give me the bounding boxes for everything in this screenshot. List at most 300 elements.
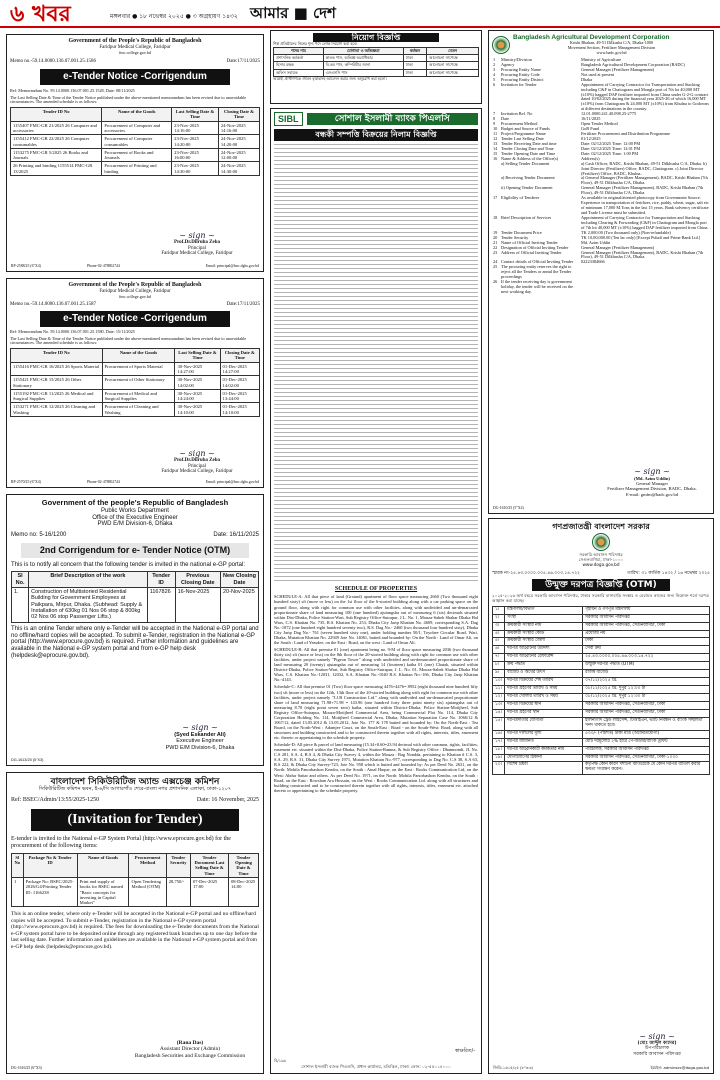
cell: 1. bbox=[12, 588, 29, 623]
item-label: Tender Security bbox=[501, 234, 529, 240]
col-header: Sl No. bbox=[12, 572, 29, 588]
item-label: Tender Document Price bbox=[501, 229, 542, 235]
item-number: 22 bbox=[493, 244, 498, 250]
ministry-address: সেগুনবাগিচা, ঢাকা-১০০০ bbox=[578, 557, 624, 563]
cell: 1155416 FMC-GR 16/2025 26 Sports Material bbox=[11, 362, 103, 376]
ad-code: বি/১৯৬ bbox=[274, 1057, 286, 1063]
doga-item-row bbox=[493, 746, 710, 754]
item-number: 14 bbox=[493, 145, 498, 151]
item-label: Tender Last Selling Date bbox=[501, 135, 544, 141]
ad-code: DG-1613/25 (5"X3) bbox=[11, 757, 44, 762]
tender-table bbox=[10, 107, 260, 176]
item-number: 16 bbox=[493, 155, 498, 161]
item-number: ৮। bbox=[493, 662, 505, 670]
signature-block bbox=[597, 467, 707, 497]
badc-tender-notice bbox=[488, 30, 714, 514]
item-number: 24 bbox=[493, 259, 498, 265]
cell: 1153275 FMC-GR 5/2025 26 Books and Journals bbox=[11, 148, 102, 162]
item-number: ১৭। bbox=[493, 738, 505, 746]
col-header: Tender ID bbox=[147, 572, 175, 588]
signer-role: Assistant Director (Admin) bbox=[159, 1046, 221, 1053]
signer-note: স্বাক্ষরিত/- bbox=[455, 1048, 475, 1055]
doga-item-row bbox=[493, 686, 710, 694]
badc-items-table bbox=[492, 58, 710, 295]
item-number: 2 bbox=[493, 61, 496, 67]
cell: আলোচনা সাপেক্ষে bbox=[426, 69, 478, 76]
item-number: ১১। bbox=[493, 686, 505, 694]
ref-date: Date: 16 November, 2025 bbox=[196, 797, 259, 804]
cell: আলোচনা সাপেক্ষে bbox=[426, 62, 478, 69]
badc-item-row bbox=[492, 280, 710, 295]
item-number: 4 bbox=[493, 71, 496, 77]
item-label: Procuring Entity Code bbox=[501, 71, 540, 77]
item-value: প্রযোজ্য নয় bbox=[583, 630, 710, 638]
item-number: 20 bbox=[493, 234, 498, 240]
table-row bbox=[11, 148, 260, 162]
item-number: 3 bbox=[493, 66, 496, 72]
col-header: Last Selling Date & Time bbox=[172, 108, 219, 122]
item-value: As available in original/attested photocopy from Government Source. Experience in transportation of fertilizer, rice, paddy, wheat, sugar, salt etc of minimum 17,000 M.Tons in the last 15 years. Bank solvency certificate and Trade License must be submitted. bbox=[581, 195, 709, 216]
cell: 1155421 FMC-GR 15/2025 26 Other Stationary bbox=[11, 376, 103, 390]
item-value: কর্তৃপক্ষ কোন কারণ দর্শানো ব্যতিরেকে যে কোন দরপত্র বাতিল করার ক্ষমতা সংরক্ষণ করেন। bbox=[583, 762, 710, 775]
doga-item-row bbox=[493, 709, 710, 717]
cell: 23-Nov-2025 16:00:00 bbox=[172, 148, 219, 162]
item-label: দরপত্র আহ্বানের রেফারেন্স bbox=[505, 654, 583, 662]
item-value: Open Tender Method bbox=[581, 121, 618, 127]
item-number: 6 bbox=[493, 81, 496, 87]
ad-code: RP-2588/25 (6"X4) bbox=[11, 263, 41, 268]
cell: 1 bbox=[12, 877, 24, 906]
intro-text: ২০২৫-২০২৬ অর্থ বছরে সরকারি আবাসন পরিদপ্তর, ঢাকার সরকারি বাসাবাড়ি সংস্কার ও মেরামত কাজের জন্য নিম্নোক্ত শর্তে দরপত্র আহ্বান করা যাচ্ছে। bbox=[492, 593, 710, 603]
item-value: সরকারি আবাসন পরিদপ্তর, সেগুনবাগিচা, ঢাকা bbox=[583, 709, 710, 717]
table-row bbox=[11, 389, 260, 403]
cell: বি.কম পাস, কম্পিউটার জানা bbox=[323, 62, 403, 69]
cell: Procurement of Books and Journals bbox=[102, 148, 172, 162]
table-row bbox=[274, 62, 479, 69]
cell: 1155192 FMC-GR 11/2025 26 Medical and Surgical Supplies bbox=[11, 389, 103, 403]
org-name: Faridpur Medical College, Faridpur bbox=[99, 44, 171, 50]
job-notice-title: নিয়োগ বিজ্ঞপ্তি bbox=[313, 33, 439, 42]
job-table bbox=[273, 47, 479, 77]
website: fmc.college.gov.bd bbox=[119, 49, 151, 55]
item-label: মন্ত্রণালয়/বিভাগ bbox=[505, 606, 583, 614]
item-label: দরপত্রদাতার যোগ্যতা bbox=[505, 717, 583, 730]
date-line: মঙ্গলবার ● ১৮ নভেম্বর ২০২৫ ● ৩ অগ্রহায়ণ ১৪৩২ bbox=[110, 13, 238, 20]
office-name: Office of the Executive Engineer bbox=[92, 514, 178, 521]
signer-office: Bangladesh Securities and Exchange Commission bbox=[134, 1052, 246, 1059]
item-number: 11 bbox=[493, 131, 498, 137]
bsec-invitation bbox=[6, 772, 264, 1074]
item-value: 02223384666 bbox=[581, 259, 605, 265]
doga-item-row bbox=[493, 754, 710, 762]
signer-name: (Syed Eskander Ali) bbox=[174, 732, 226, 739]
website: www.badc.gov.bd bbox=[596, 50, 627, 56]
item-number: ১৪। bbox=[493, 709, 505, 717]
signature-mark: ~ sign ~ bbox=[639, 1031, 675, 1041]
item-value: General Manager (Fertilizer Management) bbox=[581, 66, 655, 72]
signature-mark: ~ sign ~ bbox=[179, 230, 215, 240]
col-header: বেতন bbox=[426, 47, 478, 54]
pwd-table bbox=[11, 571, 259, 622]
item-number: ৩। bbox=[493, 622, 505, 630]
item-value: Bangladesh Agricultural Development Corporation (BADC) bbox=[581, 61, 685, 67]
table-row bbox=[11, 362, 260, 376]
col-header: Name of the Goods bbox=[102, 108, 172, 122]
badc-logo-icon bbox=[492, 36, 510, 54]
item-number: 8 bbox=[493, 116, 496, 122]
signer-role: General Manager bbox=[635, 481, 668, 487]
signer-name: (মোঃ আব্দুল কাদের) bbox=[637, 1041, 677, 1047]
item-label: দরপত্র জামানত bbox=[505, 738, 583, 746]
org-name: Faridpur Medical College, Faridpur bbox=[99, 288, 171, 294]
item-value: Date: 02/12/2025 Time: 12:01 PM bbox=[581, 145, 641, 151]
org-dept: Movement Section, Fertilizer Management Division bbox=[567, 45, 656, 51]
item-number: 18 bbox=[493, 214, 498, 220]
cell: 16-Nov-2025 bbox=[175, 588, 220, 623]
item-label: Address of Official Inviting Tender bbox=[501, 249, 562, 255]
item-value: সরকারি আবাসন পরিদপ্তর, সেগুনবাগিচা, ঢাকা bbox=[583, 701, 710, 709]
masthead: আমার ■ দেশ bbox=[250, 4, 336, 22]
schedule-c: Schedule-C: All that premise 01 (Two) floor space measuring 4476+4476= 8952 (eight thousand nine hundred fifty two) sft (more or less) on the 12th, 13th floor of the 20-storied building along with right for common use with other facilities, under project namely "J.J.B Construction Ltd." along with undivided and un-demarcated proportionate share of land measuring 71.98+71.98 = 143.96 (one hundred forty three point ninety six) ajutangsha out of measuring 8.70 (eight point seven zero) katha, situated within District-Dhaka, Police Station-Motijheel, Sub Registry Office-Sutrapur, Mouza-Motijheel Commercial Area, being Commercial Plot No. 114, Dhaka City Corporation Holding No. 114, Motijheel Commercial Area, Dhaka, Mutation Separation Case No. 1066/12 & 1067/12, dated 13.05.2012 & 13.05.2012, Jote No. 177 & 178 butted and bounded by: On the North-East : Tea Board, on the North-West : Adamjee Court, on the South-East : Road - on the South-West: Road, along with all structures and building constructed and to be constructed therein together with all rights, interests, titles, easement etc. thereto or appertaining to the schedule property. bbox=[274, 684, 478, 741]
item-value: পরিচালক, সরকারি আবাসন পরিদপ্তর bbox=[583, 746, 710, 754]
cell: ঢাকা bbox=[403, 69, 426, 76]
cell: 30-Nov-2025 14:02:00 bbox=[175, 376, 220, 390]
item-label: a) Receiving Tender Document bbox=[501, 175, 555, 181]
job-notice-intro: শিল্প প্রতিষ্ঠানের নিম্নের শূন্য পদে লোক নিয়োগ করা হবে। bbox=[273, 41, 358, 47]
gov-title: Government of the people's Republic of Bangladesh bbox=[41, 498, 229, 507]
page-header bbox=[0, 0, 720, 28]
item-value: GoB Fund bbox=[581, 126, 600, 132]
item-label: বিশেষ দ্রষ্টব্য bbox=[505, 762, 583, 775]
cell: 1153271 FMC-GR 12/2025 26 Cleaning and Washing bbox=[11, 403, 103, 417]
schedule-b: SCHEDULE-B: All that premise 01 (one) apartment being no. 9-M of floor space measuring 2036 (two thousand thirty six) sft (more or less) on the 8th floor of the 20-storied building along with right for common use with other facilities, under project namely "Pigeon Tower" along with undivided and un-demarcated proportionate share of land measuring 20 (twenty) ajutangsha out of measuring 14 (fourteen) katha 01 (one) Chatak, situated within District-Dhaka, Police Station-Wari, Sub Registry Office-Sutrapur, J. L. No. 01, Mouza-Sabek Shahar Dhaka Hal Wars, C.S. Khatian No.-12031, 12032, S.A. Khatian No.-1040 R.S. Khatian No.-166, Dhaka City Jarip Khatian No.-4143. bbox=[274, 647, 478, 683]
item-value: a) General Manager (Fertilizer Management), BADC, Krishi Bhaban (7th Floor), 49-51 Dilkhusha C/A, Dhaka. bbox=[581, 175, 708, 186]
item-number: 5 bbox=[493, 76, 496, 82]
item-label: দরপত্র আহ্বানের উদ্দেশ্য bbox=[505, 646, 583, 654]
doga-item-row bbox=[493, 662, 710, 670]
item-value: সরকারি আবাসন পরিদপ্তর, সেগুনবাগিচা, ঢাকা bbox=[583, 622, 710, 630]
sibl-auction-notice bbox=[270, 108, 482, 1074]
cell: Package No: BSEC/2025-2026/G4/Printing Tender ID: 1166238 bbox=[23, 877, 77, 906]
item-number: 23 bbox=[493, 249, 498, 255]
notice-title: 2nd Corrigendum for e- Tender Notice (OTM) bbox=[21, 543, 249, 557]
doga-item-row bbox=[493, 738, 710, 746]
cell: 30-Nov-2025 14:10:00 bbox=[175, 403, 220, 417]
item-label: দরপত্র গ্রহণের তারিখ ও সময় bbox=[505, 686, 583, 694]
item-label: Eligibility of Tenderer bbox=[501, 195, 540, 201]
col-header: Name of the Goods bbox=[102, 349, 175, 363]
item-label: ii) Opening Tender Document bbox=[501, 185, 553, 191]
cell: Procurement of Printing and binding bbox=[102, 162, 172, 176]
auction-body-text bbox=[274, 144, 478, 584]
item-label: ক্রয়কারী সংস্থার জেলা bbox=[505, 638, 583, 646]
item-value: ঢাকা bbox=[583, 638, 710, 646]
cell: Open Tendering Method (OTM) bbox=[129, 877, 166, 906]
item-value: Ministry of Agriculture bbox=[581, 56, 622, 62]
intro-text: The Last Selling Date & Time of the Tender Notice published under the above-mentioned memorandum has been revised due to unavoidable circumstances. The amended schedule is as follows: bbox=[10, 335, 247, 346]
gov-title: Government of the People's Republic of Bangladesh bbox=[68, 38, 202, 44]
doga-item-row bbox=[493, 701, 710, 709]
ad-code: DG-1610/25 (5"X4) bbox=[493, 505, 524, 510]
notice-title: (Invitation for Tender) bbox=[31, 809, 239, 831]
badc-item-row bbox=[492, 216, 710, 231]
item-value: হালনাগাদ ট্রেড লাইসেন্স, টিআইএন, ভ্যাট নিবন্ধন ও ব্যাংক সচ্ছলতা সনদ থাকতে হবে। bbox=[583, 717, 710, 730]
item-label: Tender Receiving Date and time bbox=[501, 140, 557, 146]
bank-footer: সোশাল ইসলামী ব্যাংক পিএলসি, প্রধান কার্যালয়, মতিঝিল, ঢাকা। ফোন: ০২-৫৫০১৪০০০ bbox=[301, 1064, 451, 1070]
memo-date: Date:17/11/2025 bbox=[226, 302, 260, 308]
col-header: পদের নাম bbox=[274, 47, 324, 54]
item-value: Appointment of Carrying Contractor for Transportation and Stacking including Clearing & Forwarding (C&F) in Chattogram and Mongla port of 7th lot 40,000 MT (±10%) bagged DAP fertilizer imported from China. bbox=[581, 214, 709, 230]
cell: Procurement of Computer consumables bbox=[102, 135, 172, 149]
cell: 01-Dec-2025 13:44:00 bbox=[220, 389, 259, 403]
signer-office: সরকারি আবাসন পরিদপ্তর bbox=[633, 1051, 681, 1057]
col-header: কর্মস্থল bbox=[403, 47, 426, 54]
item-number: 1 bbox=[493, 56, 496, 62]
signature-mark: ~ sign ~ bbox=[634, 466, 670, 476]
org-name: Bangladesh Agricultural Development Corporation bbox=[513, 34, 670, 41]
item-number bbox=[492, 176, 500, 186]
ad-code: জিডি-১৬১৫/২৫ (৮"×৩) bbox=[493, 1064, 533, 1070]
doga-item-row bbox=[493, 606, 710, 614]
item-number: ১। bbox=[493, 606, 505, 614]
item-label: Procurement Method bbox=[501, 121, 538, 127]
item-value bbox=[580, 280, 710, 295]
ministry-name: সরকারি আবাসন পরিদপ্তর bbox=[579, 552, 623, 558]
badc-item-row bbox=[492, 196, 710, 216]
item-label: ক্রয়কারী সংস্থার নাম bbox=[505, 622, 583, 630]
doga-item-row bbox=[493, 694, 710, 702]
schedule-title: SCHEDULE OF PROPERTIES bbox=[334, 585, 418, 592]
cell: 1167826 bbox=[147, 588, 175, 623]
doga-item-row bbox=[493, 622, 710, 630]
doga-item-row bbox=[493, 654, 710, 662]
item-value: রাজস্ব বাজেট bbox=[583, 670, 710, 678]
item-number: ১২। bbox=[493, 694, 505, 702]
table-row bbox=[12, 588, 259, 623]
cell: 07-Dec-2025 17:00 bbox=[190, 877, 228, 906]
item-label: Ministry/Division bbox=[501, 56, 532, 62]
memo-number: স্মারক নং-২৫.৪৩.০০০০.০০৫.৪৬.০০৩.১৪.৭২২ bbox=[492, 570, 580, 576]
bank-name: সোশাল ইসলামী ব্যাংক পিএলসি bbox=[307, 113, 478, 125]
ref-number: Ref: BSEC/Admin/13:55/2025-1250 bbox=[11, 797, 100, 804]
cell: 28,750/- bbox=[166, 877, 190, 906]
intro-text: E-tender is invited to the National e-GP System Portal (http://www.eprocure.gov.bd) for the procurement of the following items: bbox=[11, 836, 231, 849]
signer-role: Principal bbox=[187, 245, 207, 251]
item-number: ৪। bbox=[493, 630, 505, 638]
item-number bbox=[492, 162, 500, 177]
cell: স্নাতক পাস, অভিজ্ঞ অগ্রাধিকার bbox=[323, 54, 403, 61]
signature-mark: ~ sign ~ bbox=[179, 448, 215, 458]
col-header: Previous Closing Date bbox=[175, 572, 220, 588]
item-value: Date: 02/12/2025 Time: 1:00 PM bbox=[581, 150, 639, 156]
outro-text: This is an online Tender where only e-Tender will be accepted in the National e-GP portal and no offline/hard copies will be accepted. To submit e-Tender, registration in the National e-GP portal (http://www.eprocure.gov.bd) is required. Further information and guidelines are available in the National e-GP system portal and from e-GP help desk (helpdesk@eprocure.gov.bd). bbox=[11, 625, 259, 660]
table-row bbox=[11, 376, 260, 390]
cell: 1155412 FMC-GR 22/2025 26 Computer consumables bbox=[11, 135, 102, 149]
col-header: Closing Date & Time bbox=[218, 108, 259, 122]
cell: 30-Nov-2025 14:27:00 bbox=[175, 362, 220, 376]
item-label: Invitation for Tender bbox=[501, 81, 537, 87]
badc-item-row bbox=[492, 83, 710, 113]
email: ইমেইল: adminsec@doga.gov.bd bbox=[650, 1064, 709, 1070]
memo-date: Date:17/11/2025 bbox=[226, 59, 260, 65]
cell: 24-Nov-2025 14:16:00 bbox=[218, 121, 259, 135]
item-number: ১৬। bbox=[493, 730, 505, 738]
memo-number: Memo no.-59.14.0000.136.07.001.25.1586 bbox=[10, 59, 96, 65]
bank-logo: SIBL bbox=[274, 112, 303, 126]
cell: 01-Dec-2025 14:10:00 bbox=[220, 403, 259, 417]
website: fmc.college.gov.bd bbox=[119, 293, 151, 299]
item-label: Brief Description of Services bbox=[501, 214, 552, 220]
cell: 1155407 FMC-GR 21/2025 26 Computer and accessories bbox=[11, 121, 102, 135]
fmc-tender-corrigendum-2 bbox=[6, 278, 264, 488]
cell: ঢাকা bbox=[403, 54, 426, 61]
intro-text: The Last Selling Date & Time of the Tender Notice published under the above-mentioned memorandum has been revised due to unavoidable circumstances. The amended schedule is as follows: bbox=[10, 94, 247, 105]
item-value: TK 10,00,000.00 (Ten lac only) [Except Pubali and Prime Bank Ltd.] bbox=[581, 234, 701, 240]
col-header: Sl No bbox=[12, 853, 24, 877]
cell: Procurement of Medical and Surgical Supplies bbox=[102, 389, 175, 403]
cell: 30-Nov-2025 14:24:00 bbox=[175, 389, 220, 403]
signer-role: উপপরিচালক bbox=[644, 1046, 670, 1052]
item-number: 7 bbox=[493, 111, 496, 117]
cell: 08-Dec-2025 14:00 bbox=[228, 877, 258, 906]
cell: ঢাকা bbox=[403, 62, 426, 69]
col-header: Name of Goods bbox=[77, 853, 129, 877]
page-number: ৬ খবর bbox=[10, 2, 71, 27]
outro-text: This is an online tender, where only e-Tender will be accepted in the National e-GP portal and no offline/hard copies will be accepted. To submit e-Tender, registration in the National e-GP system portal (http://www.eprocure.gov.bd) is required. The fees for downloading the e-Tender documents from the National e-GP system portal have to be deposited online through any registered bank branches up to one day before the last selling date. Further information and guidelines are available in the National e-GP system portal and from e-GP help desk (helpdesk@eprocure.gov.bd). bbox=[11, 911, 259, 950]
item-value: Dhaka bbox=[581, 76, 593, 82]
item-value: ০৮/১২/২০২৫ খ্রি. দুপুর ১২:৩০ টা bbox=[583, 694, 710, 702]
signer-name: Prof.Dr.Dilruba Zeba bbox=[174, 457, 220, 463]
item-number: 26 bbox=[493, 279, 498, 285]
ad-code: RP-2570/25 (6"X4) bbox=[11, 479, 41, 484]
auction-title: বন্ধকী সম্পত্তি বিক্রয়ের নিলাম বিজ্ঞপ্তি bbox=[274, 129, 478, 140]
item-value: Appointment of Carrying Contractor for Transportation and Stacking including C&F in Chattogram and Mongla port of 7th lot 40,000 MT (±10%) bagged DAP fertilizer imported from China under G-2-G contract dated 10/02/2025 during the financial year 2025-26 of which 16,000 MT (±10%) from Chattogram & 24,000 MT (±10%) from Khulna to Godowns at different destinations in the country. bbox=[581, 81, 709, 112]
cell: 24-Nov-2025 12:00:00 bbox=[218, 148, 259, 162]
cell: আলোচনা সাপেক্ষে bbox=[426, 54, 478, 61]
item-label: Invitation Ref. No bbox=[501, 111, 533, 117]
cell: 24-Nov-2025 14:20:00 bbox=[218, 135, 259, 149]
item-label: দরপত্র বিক্রয়ের শেষ তারিখ bbox=[505, 678, 583, 686]
doga-item-row bbox=[493, 614, 710, 622]
cell: 01-Dec-2025 14:02:00 bbox=[220, 376, 259, 390]
org-name: বাংলাদেশ সিকিউরিটিজ অ্যান্ড এক্সচেঞ্জ কমিশন bbox=[50, 777, 220, 787]
signer-role: Principal bbox=[187, 463, 207, 469]
item-value: 01/12/2025 bbox=[581, 135, 601, 141]
bsec-table bbox=[11, 853, 259, 908]
signer-role: Executive Engineer bbox=[176, 738, 224, 745]
item-label: Project/Programme Name bbox=[501, 131, 546, 137]
cell: 01-Dec-2025 14:27:00 bbox=[220, 362, 259, 376]
gov-seal-icon bbox=[592, 533, 610, 551]
item-number: ৭। bbox=[493, 654, 505, 662]
badc-item-row bbox=[492, 162, 710, 177]
item-value: a) Cash Officer, BADC, Krishi Bhaban, 49-51 Dilkhusha C/A, Dhaka. b) Joint Director (Fertilizer) Office, BADC, Chattogram. c) Joint Director (Fertilizer) Office, BADC, Khulna. bbox=[581, 160, 707, 176]
job-notice bbox=[270, 30, 482, 104]
table-row bbox=[11, 403, 260, 417]
gov-title: Government of the People's Republic of Bangladesh bbox=[68, 282, 202, 288]
cell: Procurement of Computer and accessories bbox=[102, 121, 172, 135]
col-header: Brief Description of the work bbox=[29, 572, 148, 588]
item-value: General Manager (Fertilizer Management), BADC, Krishi Bhaban (7th Floor), 49-51 Dilkhusha C/A, Dhaka. bbox=[581, 249, 704, 260]
fmc-tender-corrigendum-1 bbox=[6, 34, 264, 272]
doga-item-row bbox=[493, 670, 710, 678]
item-number: ২০। bbox=[493, 762, 505, 775]
item-label: a) Selling Tender Document bbox=[501, 160, 550, 166]
table-row bbox=[12, 877, 259, 906]
item-value: TK 2,000.00 (Two thousand only) (Non-refundable) bbox=[581, 229, 671, 235]
table-row bbox=[11, 121, 260, 135]
signer-office: Faridpur Medical College, Faridpur bbox=[161, 469, 233, 475]
cell: Procurement of Cleaning and Washing bbox=[102, 403, 175, 417]
doga-item-row bbox=[493, 717, 710, 730]
table-row bbox=[274, 54, 479, 61]
col-header: New Closing Date bbox=[221, 572, 259, 588]
item-number: ১০। bbox=[493, 678, 505, 686]
item-label: ক্রয়কারী সংস্থার কোড bbox=[505, 630, 583, 638]
item-label: দরপত্র খোলার তারিখ ও সময় bbox=[505, 694, 583, 702]
signer-office: Faridpur Medical College, Faridpur bbox=[161, 251, 233, 257]
ad-code: DG-1616/25 (6"X3) bbox=[11, 1065, 42, 1070]
cell: 24-Nov-2025 14:30:00 bbox=[218, 162, 259, 176]
item-value bbox=[580, 265, 710, 280]
notice-title: উন্মুক্ত দরপত্র বিজ্ঞপ্তি (OTM) bbox=[532, 579, 670, 591]
cell: প্রশাসনিক কর্মকর্তা bbox=[274, 54, 324, 61]
doga-otm-notice bbox=[488, 518, 714, 1074]
phone: Phone-02-478802744 bbox=[87, 479, 120, 484]
item-label: Budget and Source of Funds bbox=[501, 126, 550, 132]
col-header: Tender ID No bbox=[11, 349, 103, 363]
item-number: 9 bbox=[493, 121, 496, 127]
item-value: ৫০০/- (পাঁচশত) টাকা মাত্র (অফেরতযোগ্য) bbox=[583, 730, 710, 738]
item-label: দরপত্র দলিলের মূল্য bbox=[505, 730, 583, 738]
item-value: সরকারি আবাসন পরিদপ্তর, সেগুনবাগিচা, ঢাকা-১০০০ bbox=[583, 754, 710, 762]
signature-block bbox=[137, 449, 257, 475]
item-label: Name of Official Inviting Tender bbox=[501, 239, 558, 245]
email: Email: principal@fmc.dghs.gov.bd bbox=[205, 479, 259, 484]
item-number: ৬। bbox=[493, 646, 505, 654]
doga-item-row bbox=[493, 730, 710, 738]
memo-date: তারিখ: ৩১ কার্তিক ১৪৩২ / ১৬ নভেম্বর ২০২৫ bbox=[627, 570, 710, 576]
job-notice-footer: আগ্রহী প্রার্থীগণকে জীবন বৃত্তান্তসহ আবেদন করার জন্য অনুরোধ করা হলো। bbox=[273, 75, 387, 81]
item-label: দরপত্র বিক্রয়ের স্থান bbox=[505, 701, 583, 709]
signer-name: (Md. Azim Uddin) bbox=[634, 475, 670, 481]
memo-date: Date: 16/11/2025 bbox=[213, 532, 259, 539]
col-header: Procurement Method bbox=[129, 853, 166, 877]
cell: 23-Nov-2025 14:16:00 bbox=[172, 121, 219, 135]
item-label: Tender Closing Date and Time bbox=[501, 145, 554, 151]
item-number: ৫। bbox=[493, 638, 505, 646]
item-number: 12 bbox=[493, 135, 498, 141]
item-value: General Manager (Fertilizer Management) bbox=[581, 244, 655, 250]
pwd-corrigendum bbox=[6, 494, 264, 766]
intro-text: This is to notify all concern that the following tender is invited in the national e-GP portal: bbox=[11, 561, 246, 568]
col-header: Closing Date & Time bbox=[220, 349, 259, 363]
cell: এসএসসি পাস bbox=[323, 69, 403, 76]
signer-name: (Rana Das) bbox=[176, 1040, 204, 1047]
tender-table bbox=[10, 348, 260, 417]
item-label: Tender Opening Date and Time bbox=[501, 150, 556, 156]
ref-line: Ref: Memorandum No. 59.14.0000.136.07.001.25.1528, Date: 08/11/2025 bbox=[10, 87, 135, 93]
org-address: Krishi Bhaban, 49-51 Dilkusha C/A, Dhaka-1000 bbox=[569, 40, 654, 46]
item-value: সরকারি আবাসন পরিদপ্তর bbox=[583, 614, 710, 622]
item-label: যোগাযোগের ঠিকানা bbox=[505, 754, 583, 762]
cell: Construction of Multistoried Residential Building for Government Employees at Paikpara, Mirpur, Dhaka. (Subhead: Supply & Installation of 630kg 01 Nos 06 stop & 800kg 02 Nos 06 stop Passenger Lifts.) bbox=[29, 588, 148, 623]
doga-item-row bbox=[493, 638, 710, 646]
col-header: Tender Security bbox=[166, 853, 190, 877]
item-value: Date: 02/12/2025 Time: 12:00 PM bbox=[581, 140, 641, 146]
badc-item-row bbox=[492, 265, 710, 280]
item-value: গৃহায়ন ও গণপূর্ত মন্ত্রণালয় bbox=[583, 606, 710, 614]
